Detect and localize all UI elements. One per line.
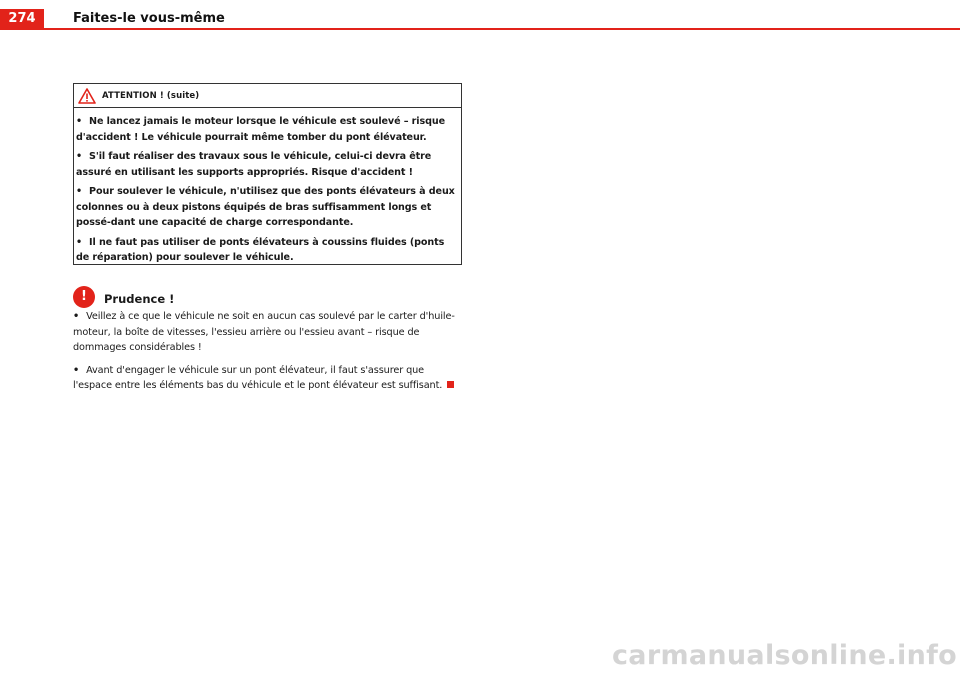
exclamation-circle-icon: ! (73, 286, 95, 308)
warning-item: • S'il faut réaliser des travaux sous le véhicule, celui-ci devra être assuré en utilisant les supports appropriés. Risque d'accident ! (76, 151, 432, 178)
header-rule (0, 28, 960, 30)
bullet: • (73, 364, 80, 376)
warning-triangle-icon (78, 88, 96, 104)
caution-title: Prudence ! (104, 291, 175, 306)
watermark: carmanualsonline.info (612, 640, 958, 671)
warning-item: • Ne lancez jamais le moteur lorsque le véhicule est soulevé – risque d'accident ! Le véhicule pourrait même tomber du pont élévateur. (76, 116, 445, 143)
warning-title: ATTENTION ! (suite) (102, 90, 200, 101)
caution-body (73, 309, 465, 401)
caution-item: • Veillez à ce que le véhicule ne soit en aucun cas soulevé par le carter d'huile-moteur, la boîte de vitesses, l'essieu arrière ou l'essieu avant – risque de dommages considérables ! (73, 311, 455, 353)
end-of-section-mark (447, 381, 454, 388)
caution-item: • Avant d'engager le véhicule sur un pont élévateur, il faut s'assurer que l'espace entre les éléments bas du véhicule et le pont élévateur est suffisant. (73, 363, 465, 394)
warning-box (73, 83, 462, 265)
warning-body (74, 108, 461, 266)
warning-header (74, 84, 461, 108)
bullet: • (76, 236, 83, 248)
page-header (0, 0, 960, 30)
warning-item: • Il ne faut pas utiliser de ponts élévateurs à coussins fluides (ponts de réparation) pour soulever le véhicule. (76, 236, 445, 263)
bullet: • (76, 186, 83, 197)
bullet: • (73, 311, 80, 322)
caution-header (73, 286, 174, 308)
bullet: • (76, 151, 83, 162)
bullet: • (76, 116, 83, 127)
page-title: Faites-le vous-même (73, 11, 225, 26)
page-number: 274 (0, 9, 44, 29)
warning-item: • Pour soulever le véhicule, n'utilisez que des ponts élévateurs à deux colonnes ou à deux pistons équipés de bras suffisamment longs et possé-dant une capacité de charge correspondante. (76, 186, 455, 228)
